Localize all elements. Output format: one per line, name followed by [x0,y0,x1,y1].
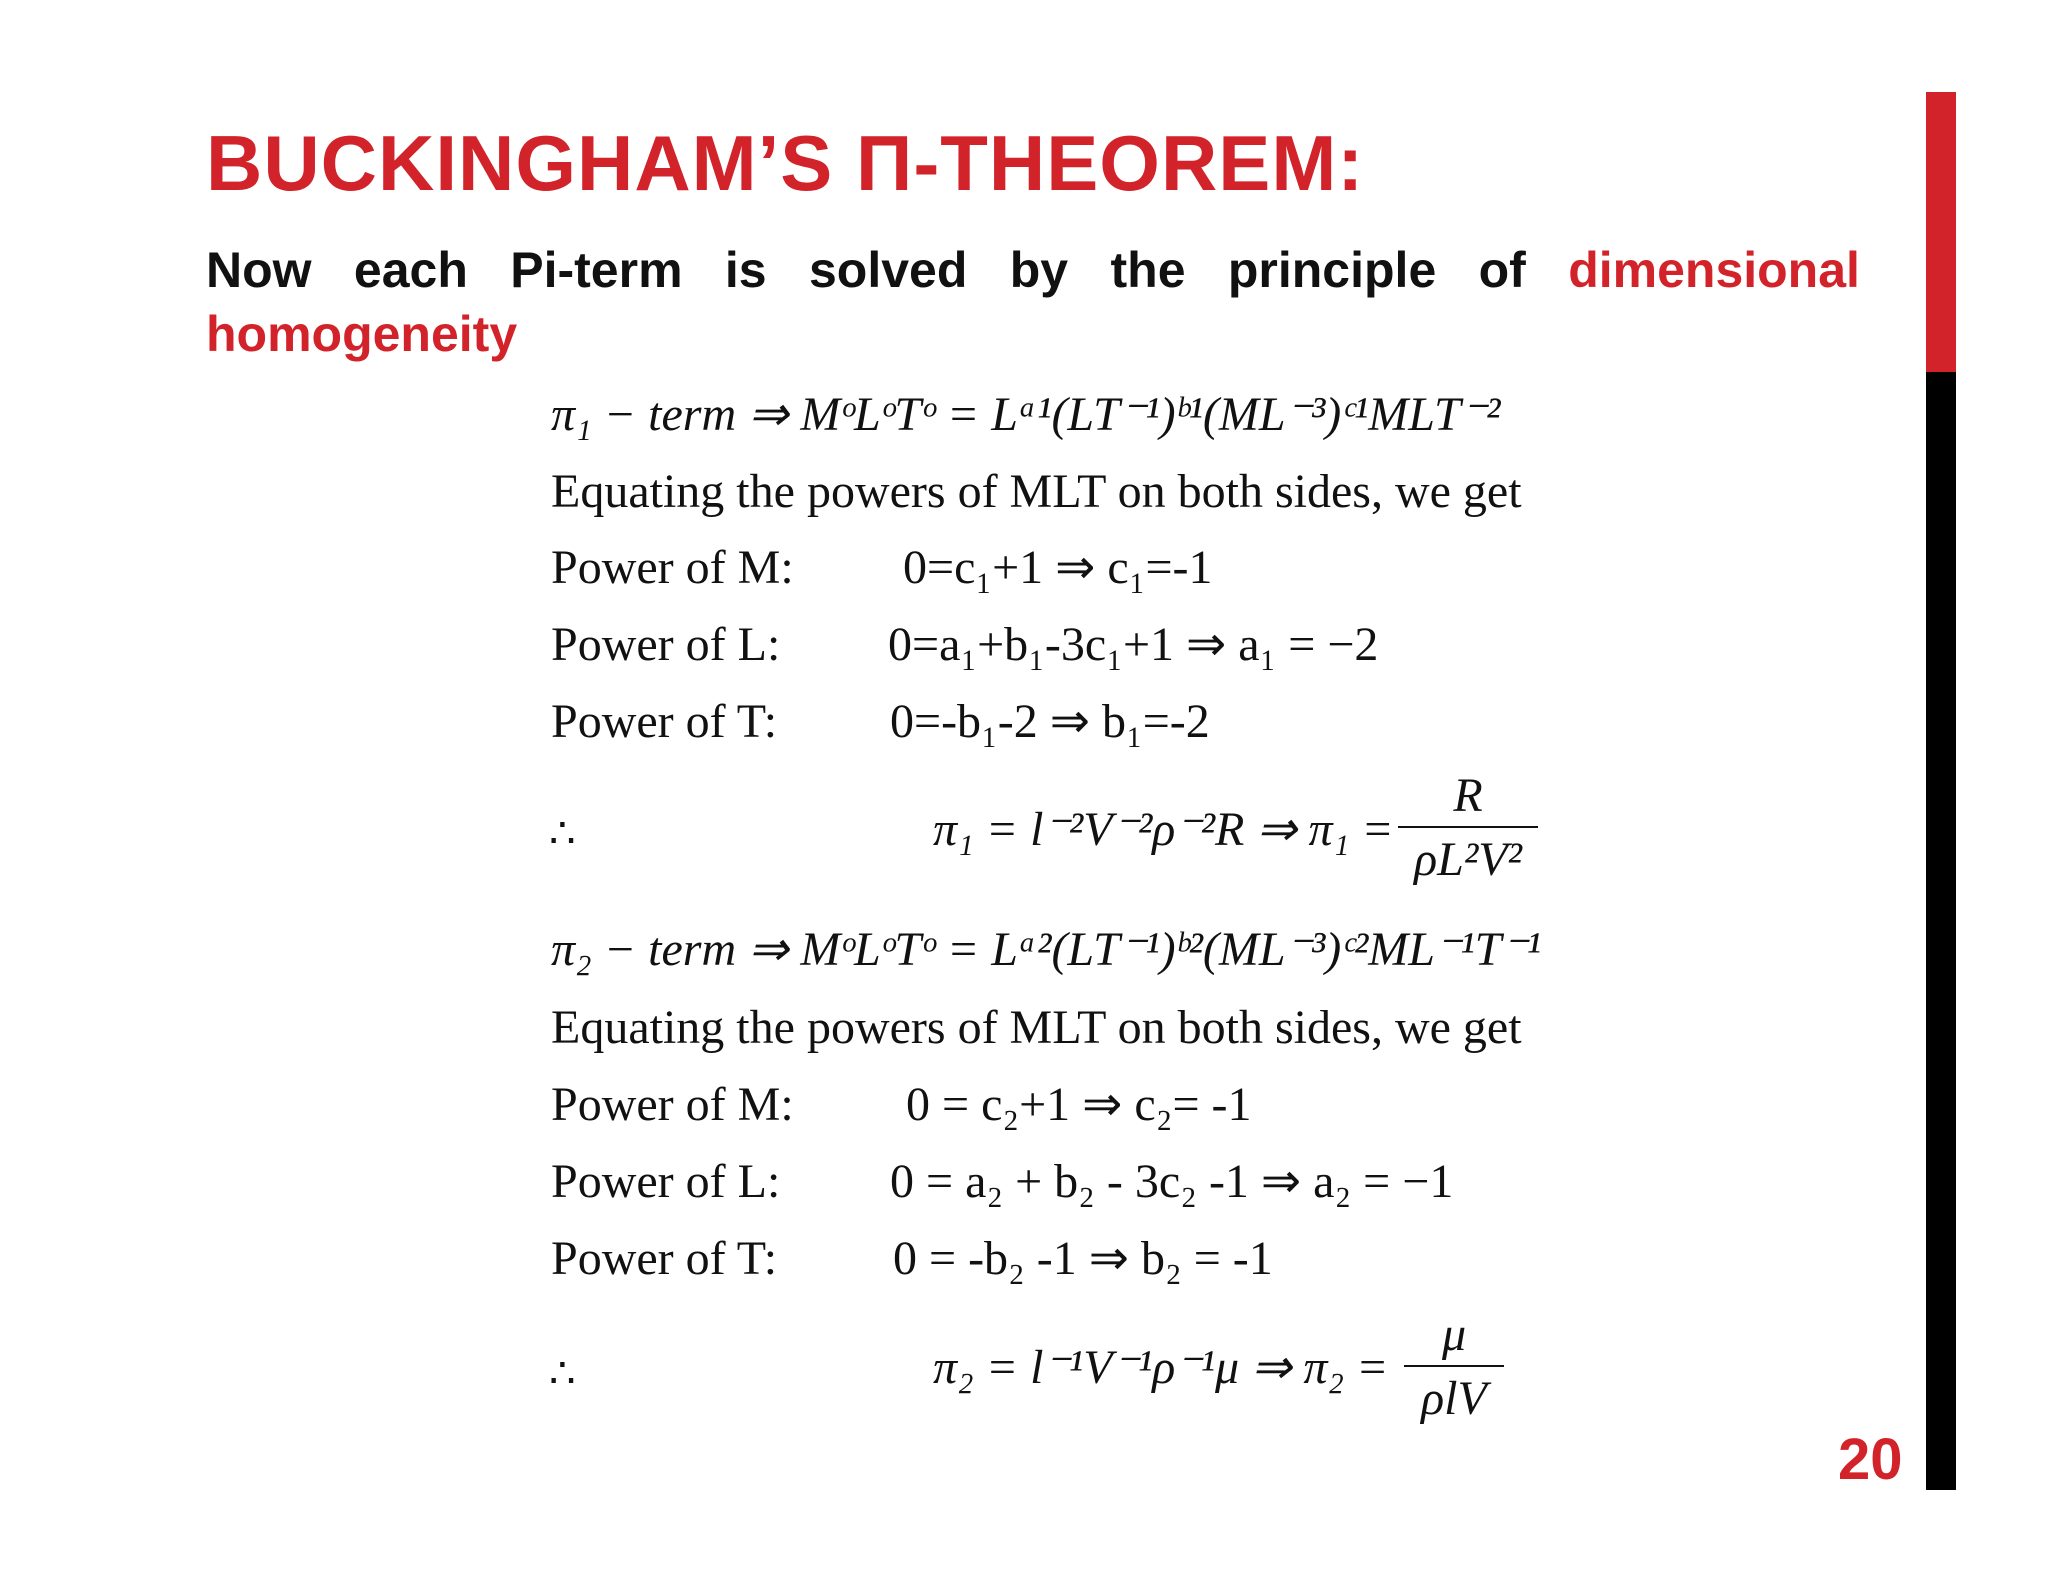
intro-word: Pi-term [510,242,683,298]
intro-word: Now [206,242,312,298]
pi2-equating-text: Equating the powers of MLT on both sides, we get [551,1001,1522,1054]
pi2-term-equation: π₂ − term ⇒ MᵒLᵒTᵒ = Lᵃ²(LT⁻¹)ᵇ²(ML⁻³)ᶜ²ML⁻¹T⁻¹ [551,923,1542,976]
intro-line-1 [206,238,1860,302]
pi1-therefore-symbol: ∴ [549,808,576,857]
intro-word: principle [1227,242,1437,298]
intro-line-2: homogeneity [206,306,518,362]
pi2-power-t-equation: 0 = -b₂ -1 ⇒ b₂ = -1 [893,1232,1273,1285]
intro-word: each [353,242,468,298]
pi1-equating-text: Equating the powers of MLT on both sides, we get [551,465,1522,518]
pi1-fraction-denominator: ρL²V² [1414,833,1522,886]
pi2-result-fraction [1404,1305,1504,1431]
pi2-fraction-numerator: μ [1441,1308,1467,1361]
pi2-power-m-equation: 0 = c₂+1 ⇒ c₂= -1 [906,1078,1252,1131]
page-number: 20 [1838,1427,1903,1492]
intro-word: by [1009,242,1069,298]
pi1-power-m-equation: 0=c₁+1 ⇒ c₁=-1 [903,541,1213,594]
pi1-power-l-label: Power of L: [551,618,781,671]
pi1-result-fraction [1398,766,1538,892]
pi1-power-l-equation: 0=a₁+b₁-3c₁+1 ⇒ a₁ = −2 [888,618,1379,671]
intro-word: the [1110,242,1186,298]
pi1-fraction-numerator: R [1453,769,1483,822]
pi2-fraction-denominator: ρlV [1421,1372,1487,1425]
pi2-power-l-label: Power of L: [551,1155,781,1208]
pi2-therefore-symbol: ∴ [549,1348,576,1397]
accent-bar-black [1926,372,1956,1490]
pi1-power-t-label: Power of T: [551,695,778,748]
pi2-power-l-equation: 0 = a₂ + b₂ - 3c₂ -1 ⇒ a₂ = −1 [890,1155,1454,1208]
pi1-power-m-label: Power of M: [551,541,794,594]
intro-highlight: dimensional [1568,242,1860,298]
intro-word: solved [808,242,968,298]
intro-paragraph [206,238,1860,366]
pi1-term-equation: π₁ − term ⇒ MᵒLᵒTᵒ = Lᵃ¹(LT⁻¹)ᵇ¹(ML⁻³)ᶜ¹MLT⁻² [551,388,1501,441]
intro-word: is [724,242,767,298]
pi1-result-equation: π₁ = l⁻²V⁻²ρ⁻²R ⇒ π₁ = [933,803,1394,856]
pi1-power-t-equation: 0=-b₁-2 ⇒ b₁=-2 [890,695,1210,748]
intro-word: of [1478,242,1526,298]
accent-bar-red [1926,92,1956,372]
pi2-power-t-label: Power of T: [551,1232,778,1285]
pi2-power-m-label: Power of M: [551,1078,794,1131]
pi2-result-equation: π₂ = l⁻¹V⁻¹ρ⁻¹μ ⇒ π₂ = [933,1341,1389,1394]
slide-title: BUCKINGHAM’S Π-THEOREM: [206,119,1365,207]
